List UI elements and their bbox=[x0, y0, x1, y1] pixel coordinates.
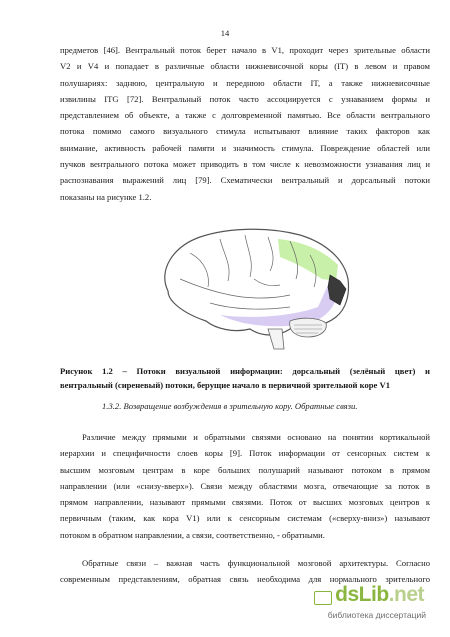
text-line: прямом направлении, называют прямыми связями. Поток от высших мозговых центров к bbox=[60, 497, 430, 508]
text-line: извилины ITG [72]. Вентральный поток часто ассоциируется с узнаванием формы и bbox=[60, 93, 430, 104]
book-icon bbox=[314, 591, 332, 605]
caption-line: Рисунок 1.2 – Потоки визуальной информации: дорсальный (зелёный цвет) и bbox=[60, 366, 430, 376]
cerebellum bbox=[290, 318, 327, 337]
figure-caption bbox=[60, 364, 430, 392]
watermark-logo bbox=[335, 583, 424, 607]
brainstem bbox=[268, 329, 284, 349]
text-line: потоком в обратном направлении, а связи, соответственно, - обратными. bbox=[60, 529, 325, 540]
paragraph-ventral-stream bbox=[60, 42, 430, 205]
text-line: Обратные связи – важная часть функциональной мозговой архитектуры. Согласно bbox=[82, 558, 430, 568]
section-heading: 1.3.2. Возвращение возбуждения в зрительную кору. Обратные связи. bbox=[102, 401, 358, 411]
text-line: полушариях: заднюю, центральную и переднюю области IT, а также нижневисочные bbox=[60, 77, 430, 88]
text-line: высшим мозговым центрам в коре больших полушарий называют потоком в прямом bbox=[60, 464, 430, 475]
watermark-tagline: библиотека диссертаций bbox=[327, 610, 426, 620]
text-line: внимание, активность рабочей памяти и значимость стимула. Повреждение областей или bbox=[60, 142, 430, 153]
caption-line: вентральный (сиреневый) потоки, берущие начало в первичной зрительной коре V1 bbox=[60, 380, 391, 390]
text-line: V2 и V4 и попадает в различные области нижневисочной коры (IT) в левом и правом bbox=[60, 61, 430, 72]
page-number: 14 bbox=[220, 28, 230, 38]
text-line: иерархии и специфичности слоев коры [9]. Поток информации от сенсорных систем к bbox=[60, 448, 430, 459]
logo-main: dsLib bbox=[335, 583, 389, 606]
text-line: пучков вентрального потока может приводить в том числе к невозможности узнавания лиц и bbox=[60, 159, 430, 170]
dorsal-stream-region bbox=[278, 239, 338, 281]
text-line: направлении (или «снизу-вверх»). Связи между областями мозга, отвечающие за поток в bbox=[60, 480, 430, 491]
text-line: потока помимо самого визуального стимула испытывают влияние таких факторов как bbox=[60, 126, 430, 137]
text-line: Различие между прямыми и обратными связями основано на понятии кортикальной bbox=[82, 432, 430, 442]
text-line: распознавания выражений лиц [79]. Схематически вентральный и дорсальный потоки bbox=[60, 175, 430, 186]
text-line: представлением об объекте, а также с долговременной памятью. Все области вентрального bbox=[60, 110, 430, 121]
text-line: показаны на рисунке 1.2. bbox=[60, 191, 152, 202]
dslib-watermark[interactable] bbox=[328, 583, 428, 627]
text-line: современным представлениям, обратная связь необходима для нормального зрительного bbox=[60, 574, 430, 585]
text-line: предметов [46]. Вентральный поток берет начало в V1, проходит через зрительные области bbox=[60, 45, 430, 55]
brain-figure bbox=[150, 225, 360, 350]
text-line: первичным (таким, как кора V1) или к сенсорным системам («сверху-вниз») называют bbox=[60, 513, 430, 524]
paragraph-feedforward-feedback bbox=[60, 429, 430, 543]
logo-suffix: .net bbox=[388, 583, 424, 606]
